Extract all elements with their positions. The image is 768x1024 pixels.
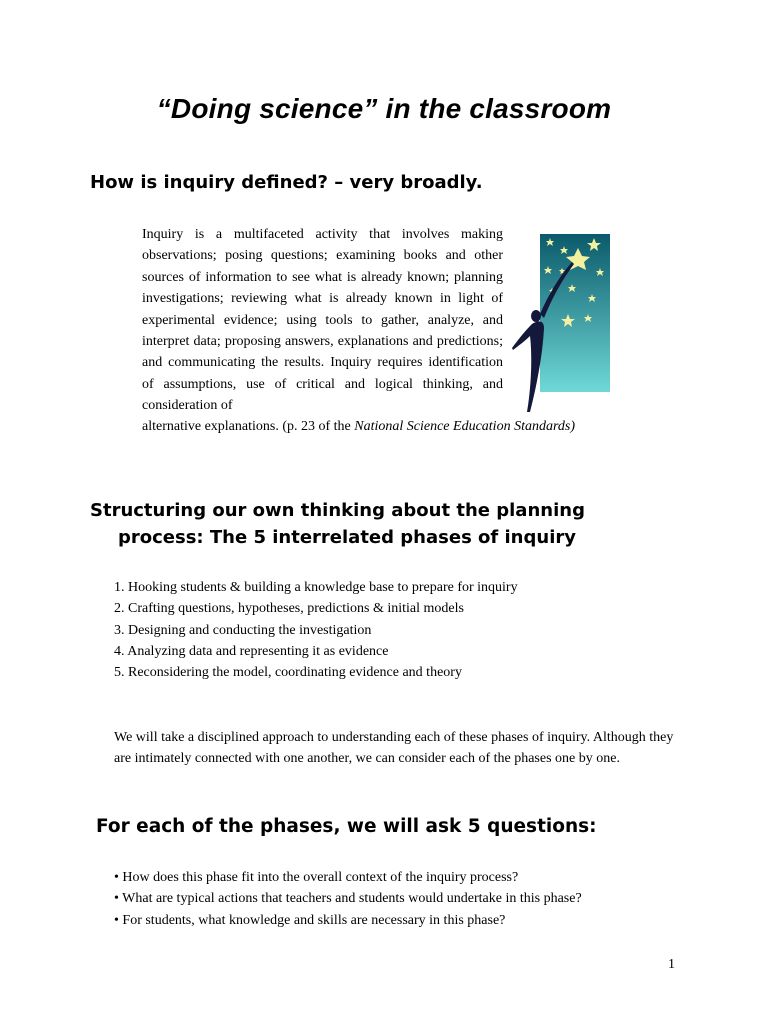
heading-five-questions: For each of the phases, we will ask 5 questions: xyxy=(96,816,597,837)
quote-body: Inquiry is a multifaceted activity that involves making observations; posing questions; examining books and other sources of information to see what is already known; planning investigations; reviewing what is already known in light of experimental evidence; using tools to gather, analyze, and interpret data; proposing answers, explanations and predictions; and communicating the results. Inquiry requires identification of assumptions, use of critical and logical thinking, and consideration of xyxy=(142,227,503,414)
heading-inquiry-defined: How is inquiry defined? – very broadly. xyxy=(90,172,483,193)
questions-list xyxy=(114,867,582,931)
list-item: • What are typical actions that teachers and students would undertake in this phase? xyxy=(114,891,582,907)
list-item: 1. Hooking students & building a knowledge base to prepare for inquiry xyxy=(114,580,518,595)
page-title: “Doing science” in the classroom xyxy=(156,93,612,124)
inquiry-definition-quote xyxy=(142,224,503,417)
page-number: 1 xyxy=(668,957,675,972)
list-item: 4. Analyzing data and representing it as evidence xyxy=(114,643,389,659)
phase-list xyxy=(114,577,518,683)
list-item: 5. Reconsidering the model, coordinating evidence and theory xyxy=(114,665,462,681)
list-item: 2. Crafting questions, hypotheses, predictions & initial models xyxy=(114,601,464,617)
approach-paragraph: We will take a disciplined approach to understanding each of these phases of inquiry. Although they are intimately connected with one another, we can consider each of the phases one by one. xyxy=(114,730,674,767)
quote-source-title: National Science Education Standards) xyxy=(354,419,575,434)
list-item: • How does this phase fit into the overall context of the inquiry process? xyxy=(114,870,519,885)
list-item: • For students, what knowledge and skills are necessary in this phase? xyxy=(114,912,506,928)
figure-reaching-for-stars-icon xyxy=(510,232,612,414)
quote-citation-line xyxy=(142,416,622,437)
quote-last-line: alternative explanations. (p. 23 of the xyxy=(142,419,355,434)
list-item: 3. Designing and conducting the investigation xyxy=(114,622,372,638)
heading-structuring-line-2: process: The 5 interrelated phases of inquiry xyxy=(118,527,576,548)
heading-structuring-line-1: Structuring our own thinking about the planning xyxy=(90,500,585,521)
